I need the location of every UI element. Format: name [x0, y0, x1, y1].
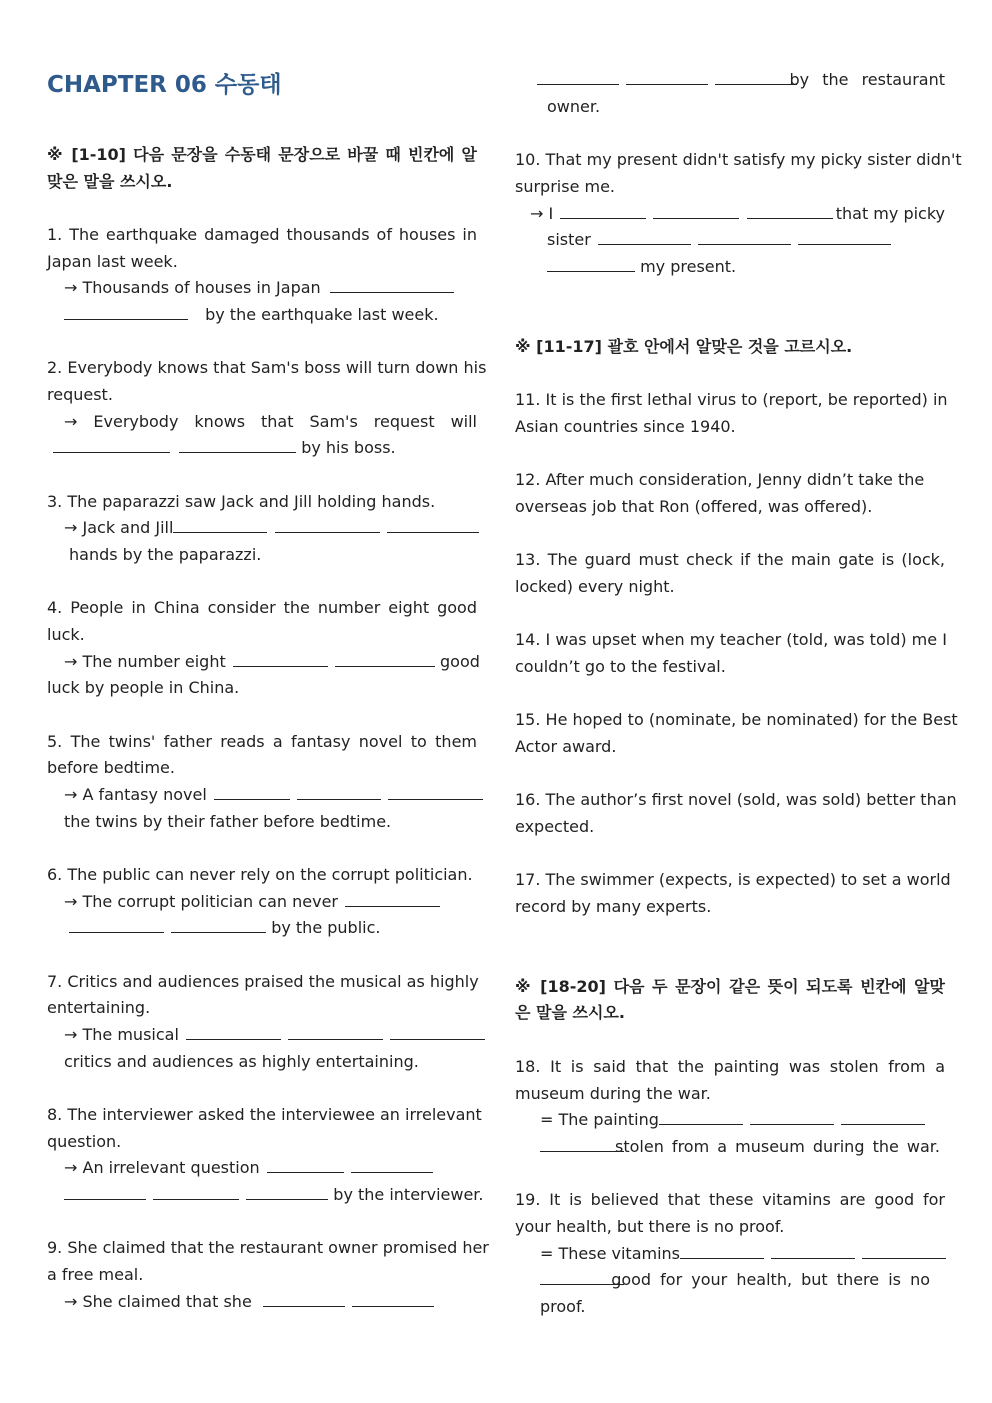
q5-sentence-cont: before bedtime.	[47, 758, 175, 777]
blank[interactable]	[750, 1107, 834, 1125]
q15-sentence-cont: Actor award.	[515, 737, 617, 756]
q4-sentence-cont: luck.	[47, 625, 85, 644]
q3-sentence: 3. The paparazzi saw Jack and Jill holding hands.	[47, 492, 436, 511]
q12-sentence: 12. After much consideration, Jenny didn’t take the	[515, 470, 925, 489]
blank[interactable]	[53, 435, 170, 453]
q6-answer-suffix: by the public.	[271, 918, 381, 937]
q10-sentence-cont: surprise me.	[515, 177, 616, 196]
q16-sentence-cont: expected.	[515, 817, 595, 836]
q19-answer-suffix: good for your health, but there is no	[611, 1270, 930, 1289]
q6-answer-line2	[69, 914, 380, 941]
blank[interactable]	[173, 515, 267, 533]
q2-sentence-cont: request.	[47, 385, 113, 404]
q9-sentence: 9. She claimed that the restaurant owner promised her	[47, 1238, 489, 1257]
q9-answer-prefix: → She claimed that she	[64, 1292, 252, 1311]
blank[interactable]	[186, 1022, 281, 1040]
q13-sentence: 13. The guard must check if the main gate is (lock,	[515, 550, 945, 569]
q18-answer-line1	[540, 1106, 925, 1133]
q4-sentence: 4. People in China consider the number eight good	[47, 598, 477, 617]
q3-answer-line1	[64, 514, 479, 541]
section3-heading-line1: ※ [18-20] 다음 두 문장이 같은 뜻이 되도록 빈칸에 알맞	[515, 977, 945, 996]
blank[interactable]	[64, 302, 188, 320]
q8-sentence: 8. The interviewer asked the interviewee an irrelevant	[47, 1105, 482, 1124]
section1-heading-line1: ※ [1-10] 다음 문장을 수동태 문장으로 바꿀 때 빈칸에 알	[47, 145, 477, 164]
q3-answer-line2: hands by the paparazzi.	[69, 545, 262, 564]
q10-answer-line1	[530, 200, 945, 227]
blank[interactable]	[352, 1289, 434, 1307]
q3-answer-prefix: → Jack and Jill	[64, 518, 174, 537]
q18-sentence-cont: museum during the war.	[515, 1084, 711, 1103]
blank[interactable]	[64, 1182, 146, 1200]
q10-answer-prefix: → I	[530, 204, 554, 223]
q11-sentence-cont: Asian countries since 1940.	[515, 417, 736, 436]
q14-sentence: 14. I was upset when my teacher (told, was told) me I	[515, 630, 947, 649]
blank[interactable]	[862, 1241, 946, 1259]
blank[interactable]	[214, 782, 290, 800]
blank[interactable]	[275, 515, 380, 533]
q4-answer-suffix: good	[440, 652, 480, 671]
q9-answer-suffix: by the restaurant	[789, 70, 945, 89]
q12-sentence-cont: overseas job that Ron (offered, was offered).	[515, 497, 873, 516]
blank[interactable]	[335, 649, 435, 667]
blank[interactable]	[680, 1241, 764, 1259]
q10-answer-line2	[547, 226, 891, 253]
q5-answer-line2: the twins by their father before bedtime.	[64, 812, 392, 831]
q18-answer-suffix: stolen from a museum during the war.	[615, 1137, 940, 1156]
q1-answer-prefix: → Thousands of houses in Japan	[64, 278, 321, 297]
blank[interactable]	[653, 201, 739, 219]
q8-answer-prefix: → An irrelevant question	[64, 1158, 260, 1177]
blank[interactable]	[330, 275, 454, 293]
q19-answer-line3: proof.	[540, 1297, 586, 1316]
q7-answer-line1	[64, 1021, 485, 1048]
q9-answer-line2	[537, 66, 945, 93]
blank[interactable]	[345, 889, 440, 907]
q8-answer-line2	[64, 1181, 484, 1208]
q7-answer-line2: critics and audiences as highly entertaining.	[64, 1052, 419, 1071]
q19-answer-line1	[540, 1240, 946, 1267]
q7-sentence-cont: entertaining.	[47, 998, 151, 1017]
q10-answer-word: sister	[547, 230, 591, 249]
blank[interactable]	[263, 1289, 345, 1307]
q5-answer-line1	[64, 781, 483, 808]
blank[interactable]	[715, 67, 797, 85]
q17-sentence: 17. The swimmer (expects, is expected) to set a world	[515, 870, 951, 889]
q9-answer-line3: owner.	[547, 97, 601, 116]
section3-heading-line2: 은 말을 쓰시오.	[515, 1003, 625, 1022]
section1-heading-line2: 맞은 말을 쓰시오.	[47, 172, 173, 191]
q9-sentence-cont: a free meal.	[47, 1265, 144, 1284]
q17-sentence-cont: record by many experts.	[515, 897, 712, 916]
blank[interactable]	[537, 67, 619, 85]
blank[interactable]	[841, 1107, 925, 1125]
q2-answer-line2	[53, 434, 396, 461]
q8-answer-line1	[64, 1154, 433, 1181]
q6-sentence: 6. The public can never rely on the corrupt politician.	[47, 865, 473, 884]
q19-answer-prefix: = These vitamins	[540, 1244, 681, 1263]
blank[interactable]	[153, 1182, 239, 1200]
q19-sentence-cont: your health, but there is no proof.	[515, 1217, 785, 1236]
q16-sentence: 16. The author’s first novel (sold, was sold) better than	[515, 790, 957, 809]
q11-sentence: 11. It is the first lethal virus to (report, be reported) in	[515, 390, 948, 409]
q10-answer-suffix: my present.	[640, 257, 737, 276]
q2-sentence: 2. Everybody knows that Sam's boss will turn down his	[47, 358, 487, 377]
q10-answer-suffix: that my picky	[835, 204, 945, 223]
blank[interactable]	[560, 201, 646, 219]
q5-answer-prefix: → A fantasy novel	[64, 785, 207, 804]
q8-answer-suffix: by the interviewer.	[333, 1185, 484, 1204]
blank[interactable]	[233, 649, 328, 667]
q2-answer-line1: → Everybody knows that Sam's request will	[64, 412, 477, 431]
q4-answer-line1	[64, 648, 480, 675]
blank[interactable]	[288, 1022, 383, 1040]
blank[interactable]	[540, 1134, 624, 1152]
blank[interactable]	[388, 782, 483, 800]
blank[interactable]	[698, 227, 791, 245]
blank[interactable]	[179, 435, 296, 453]
q13-sentence-cont: locked) every night.	[515, 577, 675, 596]
q14-sentence-cont: couldn’t go to the festival.	[515, 657, 726, 676]
q6-answer-prefix: → The corrupt politician can never	[64, 892, 338, 911]
q7-sentence: 7. Critics and audiences praised the musical as highly	[47, 972, 479, 991]
section2-heading: ※ [11-17] 괄호 안에서 알맞은 것을 고르시오.	[515, 337, 853, 356]
q6-answer-line1	[64, 888, 440, 915]
q1-answer-suffix: by the earthquake last week.	[205, 305, 439, 324]
q1-answer-line1	[64, 274, 454, 301]
q1-sentence: 1. The earthquake damaged thousands of houses in	[47, 225, 477, 244]
blank[interactable]	[171, 915, 266, 933]
blank[interactable]	[246, 1182, 328, 1200]
blank[interactable]	[547, 254, 635, 272]
page-title: CHAPTER 06 수동태	[47, 72, 282, 98]
blank[interactable]	[598, 227, 691, 245]
blank[interactable]	[747, 201, 833, 219]
q10-sentence: 10. That my present didn't satisfy my picky sister didn't	[515, 150, 962, 169]
q18-answer-prefix: = The painting	[540, 1110, 659, 1129]
q8-sentence-cont: question.	[47, 1132, 122, 1151]
q18-answer-line2	[540, 1133, 940, 1160]
blank[interactable]	[267, 1155, 344, 1173]
blank[interactable]	[351, 1155, 433, 1173]
q1-answer-line2	[64, 301, 439, 328]
q4-answer-line2: luck by people in China.	[47, 678, 240, 697]
q2-answer-suffix: by his boss.	[301, 438, 396, 457]
q18-sentence: 18. It is said that the painting was stolen from a	[515, 1057, 945, 1076]
q5-sentence: 5. The twins' father reads a fantasy novel to them	[47, 732, 477, 751]
q4-answer-prefix: → The number eight	[64, 652, 226, 671]
blank[interactable]	[387, 515, 479, 533]
q19-answer-line2	[540, 1266, 930, 1293]
blank[interactable]	[771, 1241, 855, 1259]
q10-answer-line3	[547, 253, 736, 280]
blank[interactable]	[659, 1107, 743, 1125]
blank[interactable]	[297, 782, 381, 800]
q9-answer-line1	[64, 1288, 434, 1315]
q19-sentence: 19. It is believed that these vitamins are good for	[515, 1190, 945, 1209]
q7-answer-prefix: → The musical	[64, 1025, 179, 1044]
blank[interactable]	[69, 915, 164, 933]
blank[interactable]	[390, 1022, 485, 1040]
blank[interactable]	[798, 227, 891, 245]
q15-sentence: 15. He hoped to (nominate, be nominated) for the Best	[515, 710, 958, 729]
blank[interactable]	[626, 67, 708, 85]
q1-sentence-cont: Japan last week.	[47, 252, 178, 271]
